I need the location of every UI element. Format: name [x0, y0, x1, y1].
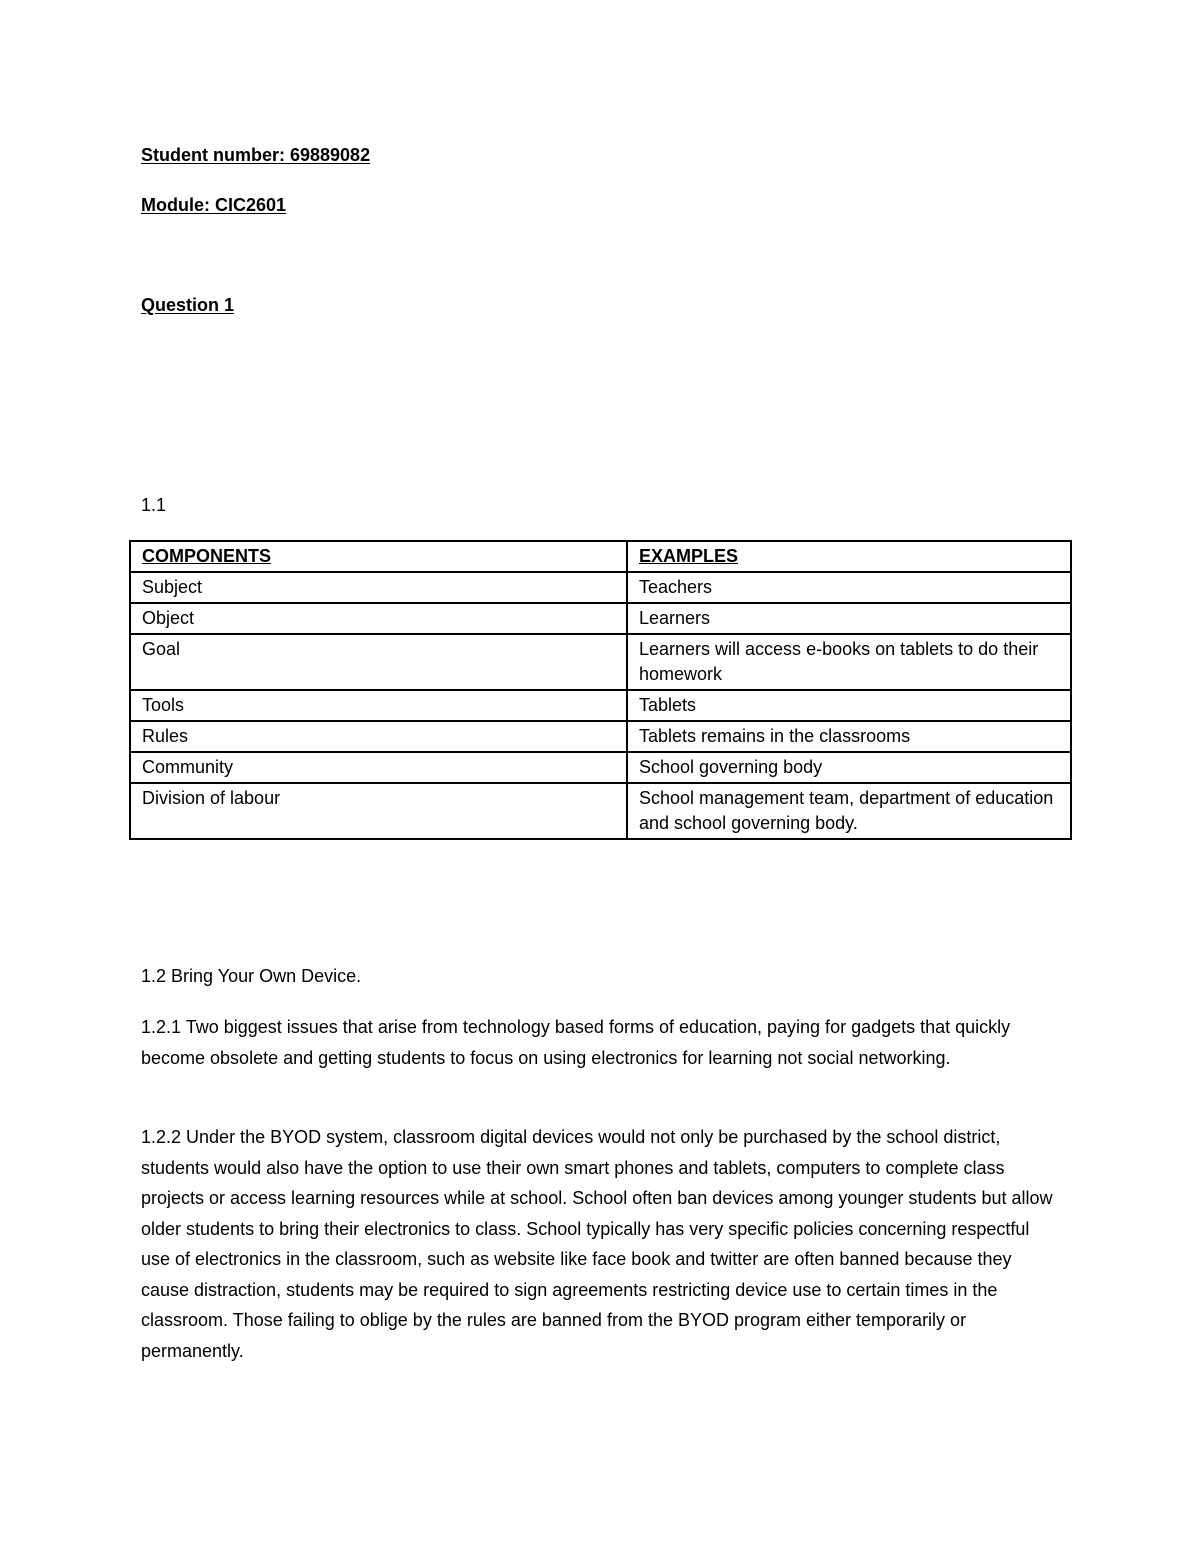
table-header-row: [130, 541, 1071, 572]
question-heading: Question 1: [141, 295, 235, 315]
table-cell-example: Tablets remains in the classrooms: [627, 721, 1071, 752]
column-header-components: COMPONENTS: [130, 541, 627, 572]
table-cell-example: Learners: [627, 603, 1071, 634]
table-cell-example: School governing body: [627, 752, 1071, 783]
table-cell-example: Teachers: [627, 572, 1071, 603]
table-row: [130, 690, 1071, 721]
table-row: [130, 783, 1071, 839]
section-label-1-1: 1.1: [141, 495, 167, 515]
table-row: [130, 634, 1071, 690]
table-cell-component: Subject: [130, 572, 627, 603]
table-cell-component: Division of labour: [130, 783, 627, 839]
table-cell-component: Community: [130, 752, 627, 783]
table-row: [130, 721, 1071, 752]
paragraph-1-2-2: 1.2.2 Under the BYOD system, classroom digital devices would not only be purchased by the school district, students would also have the option to use their own smart phones and tablets, computers to complete class projects or access learning resources while at school. School often ban devices among younger students but allow older students to bring their electronics to class. School typically has very specific policies concerning respectful use of electronics in the classroom, such as website like face book and twitter are often banned because they cause distraction, students may be required to sign agreements restricting device use to certain times in the classroom. Those failing to oblige by the rules are banned from the BYOD program either temporarily or permanently.: [141, 1127, 1053, 1361]
table-cell-component: Object: [130, 603, 627, 634]
components-table: [129, 540, 1072, 840]
student-number: Student number: 69889082: [141, 145, 371, 165]
table-row: [130, 572, 1071, 603]
table-row: [130, 752, 1071, 783]
module-code: Module: CIC2601: [141, 195, 287, 215]
section-heading-1-2: 1.2 Bring Your Own Device.: [141, 966, 362, 986]
table-cell-component: Tools: [130, 690, 627, 721]
table-cell-component: Rules: [130, 721, 627, 752]
table-cell-example: School management team, department of education and school governing body.: [627, 783, 1071, 839]
paragraph-1-2-1: 1.2.1 Two biggest issues that arise from technology based forms of education, paying for gadgets that quickly become obsolete and getting students to focus on using electronics for learning not social networking.: [141, 1017, 1011, 1068]
table-cell-example: Tablets: [627, 690, 1071, 721]
table-row: [130, 603, 1071, 634]
table-cell-component: Goal: [130, 634, 627, 690]
table-cell-example: Learners will access e-books on tablets to do their homework: [627, 634, 1071, 690]
column-header-examples: EXAMPLES: [627, 541, 1071, 572]
